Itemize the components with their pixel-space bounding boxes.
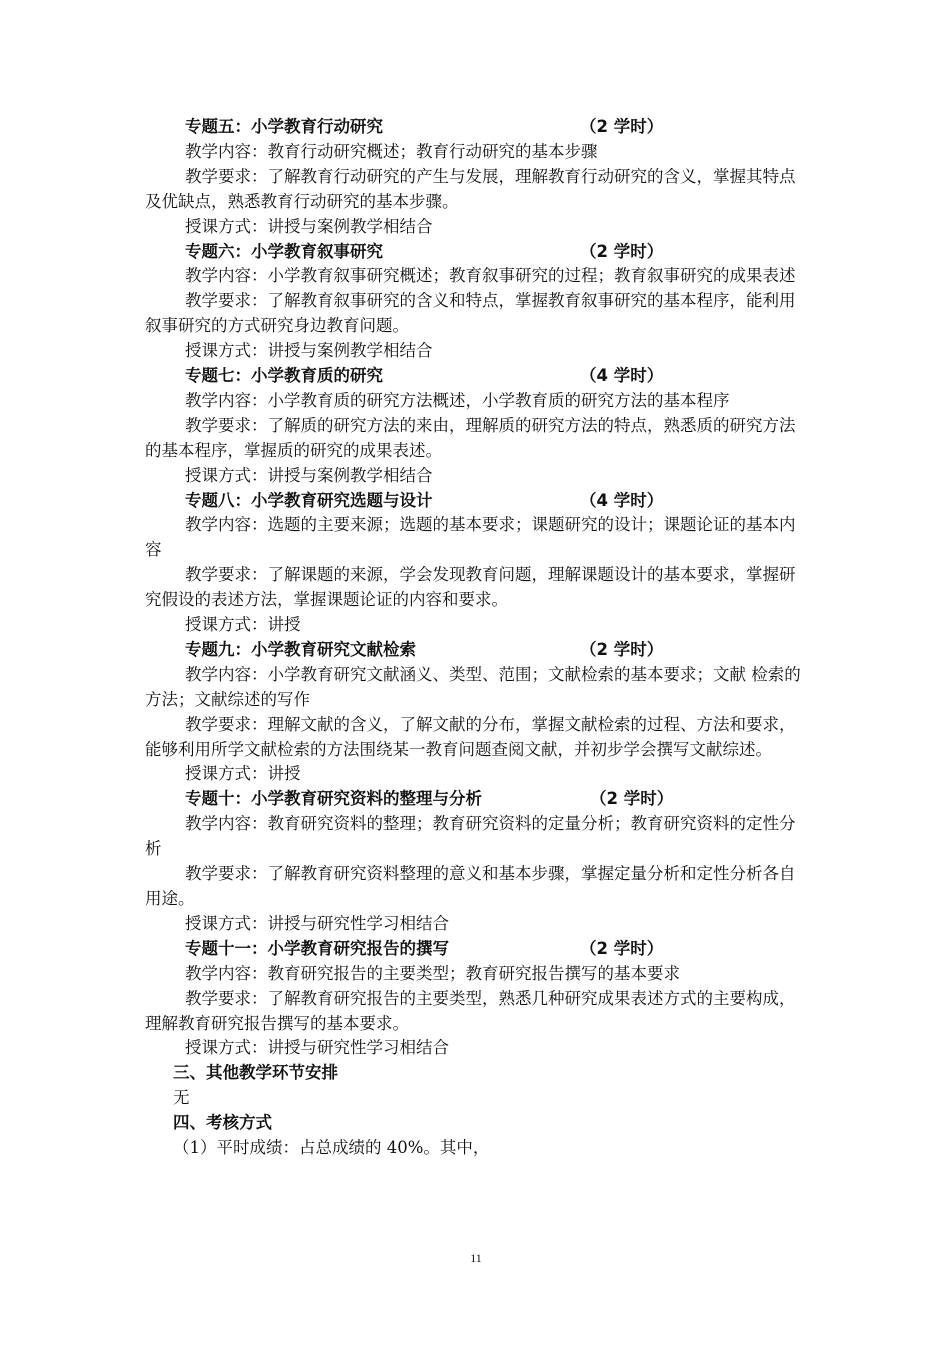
topic-content: 教学内容：教育研究资料的整理；教育研究资料的定量分析；教育研究资料的定性分析 bbox=[145, 814, 796, 859]
topic-heading bbox=[145, 638, 810, 663]
topic-heading bbox=[145, 937, 810, 962]
topic-hours: （4 学时） bbox=[580, 366, 664, 386]
topic-content: 教学内容：小学教育叙事研究概述；教育叙事研究的过程；教育叙事研究的成果表述 bbox=[185, 266, 796, 286]
topic-heading bbox=[145, 115, 810, 140]
topic-method: 授课方式：讲授 bbox=[185, 764, 301, 784]
section-heading: 三、其他教学环节安排 bbox=[173, 1063, 338, 1083]
topic-requirement: 教学要求：了解教育叙事研究的含义和特点，掌握教育叙事研究的基本程序，能利用叙事研究的方式研究身边教育问题。 bbox=[145, 291, 796, 336]
topic-hours: （2 学时） bbox=[580, 639, 664, 659]
topic-method: 授课方式：讲授与案例教学相结合 bbox=[185, 216, 433, 236]
topic-method: 授课方式：讲授与案例教学相结合 bbox=[185, 341, 433, 361]
topic-content: 教学内容：小学教育研究文献涵义、类型、范围；文献检索的基本要求；文献 检索的方法；文献综述的写作 bbox=[145, 664, 801, 709]
topic-hours: （2 学时） bbox=[580, 117, 664, 136]
topic-method: 授课方式：讲授与研究性学习相结合 bbox=[185, 1038, 449, 1058]
topic-hours: （2 学时） bbox=[580, 241, 664, 261]
section-body: 无 bbox=[173, 1088, 190, 1108]
topic-method: 授课方式：讲授与研究性学习相结合 bbox=[185, 913, 449, 933]
topic-title: 专题十一：小学教育研究报告的撰写 bbox=[185, 938, 449, 958]
topic-requirement: 教学要求：了解教育研究报告的主要类型，熟悉几种研究成果表述方式的主要构成，理解教育研究报告撰写的基本要求。 bbox=[145, 988, 796, 1033]
topic-title: 专题七：小学教育质的研究 bbox=[185, 366, 383, 386]
assessment-item: （1）平时成绩：占总成绩的 40%。其中， bbox=[173, 1138, 490, 1158]
page-content bbox=[145, 115, 810, 1161]
topic-requirement: 教学要求：了解质的研究方法的来由，理解质的研究方法的特点，熟悉质的研究方法的基本程序，掌握质的研究的成果表述。 bbox=[145, 415, 796, 460]
topic-title: 专题九：小学教育研究文献检索 bbox=[185, 639, 416, 659]
topic-requirement: 教学要求：了解教育研究资料整理的意义和基本步骤，掌握定量分析和定性分析各自用途。 bbox=[145, 864, 796, 908]
topic-hours: （2 学时） bbox=[590, 789, 674, 809]
topic-requirement: 教学要求：了解教育行动研究的产生与发展，理解教育行动研究的含义，掌握其特点及优缺点，熟悉教育行动研究的基本步骤。 bbox=[145, 166, 796, 211]
topic-heading bbox=[145, 489, 810, 514]
section-heading: 四、考核方式 bbox=[173, 1113, 272, 1133]
page-number: 11 bbox=[470, 1251, 482, 1265]
topic-title: 专题八：小学教育研究选题与设计 bbox=[185, 490, 433, 510]
topic-content: 教学内容：教育行动研究概述；教育行动研究的基本步骤 bbox=[185, 141, 598, 161]
topic-method: 授课方式：讲授 bbox=[185, 615, 301, 635]
topic-title: 专题五：小学教育行动研究 bbox=[185, 117, 383, 136]
topic-method: 授课方式：讲授与案例教学相结合 bbox=[185, 465, 433, 485]
topic-title: 专题六：小学教育叙事研究 bbox=[185, 241, 383, 261]
topic-content: 教学内容：小学教育质的研究方法概述，小学教育质的研究方法的基本程序 bbox=[185, 390, 730, 410]
topic-hours: （4 学时） bbox=[580, 490, 664, 510]
topic-title: 专题十：小学教育研究资料的整理与分析 bbox=[185, 789, 482, 809]
topic-heading bbox=[145, 240, 810, 265]
topic-requirement: 教学要求：理解文献的含义，了解文献的分布，掌握文献检索的过程、方法和要求，能够利用所学文献检索的方法围绕某一教育问题查阅文献，并初步学会撰写文献综述。 bbox=[145, 714, 796, 759]
topic-hours: （2 学时） bbox=[580, 938, 664, 958]
topic-heading bbox=[145, 364, 810, 389]
topic-content: 教学内容：教育研究报告的主要类型；教育研究报告撰写的基本要求 bbox=[185, 963, 680, 983]
topic-heading bbox=[145, 787, 810, 812]
topic-content: 教学内容：选题的主要来源；选题的基本要求；课题研究的设计；课题论证的基本内容 bbox=[145, 515, 796, 560]
topic-requirement: 教学要求：了解课题的来源，学会发现教育问题，理解课题设计的基本要求，掌握研究假设的表述方法，掌握课题论证的内容和要求。 bbox=[145, 565, 796, 610]
